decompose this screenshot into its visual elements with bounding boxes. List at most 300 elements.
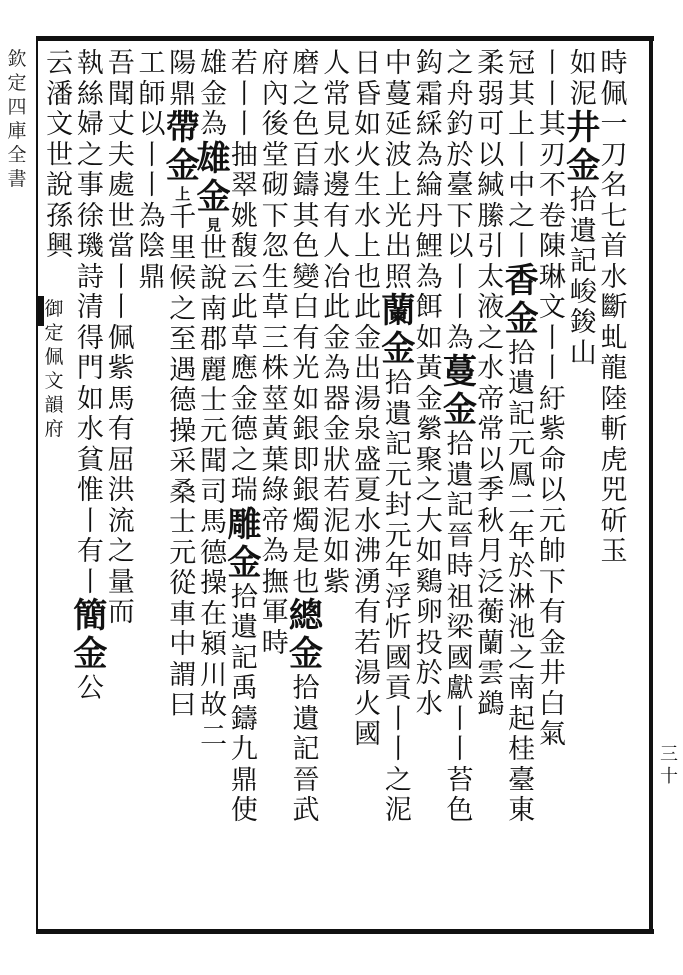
text-character: 秋 [477, 505, 505, 537]
text-character: 若 [354, 627, 382, 659]
text-character: 泥 [323, 505, 351, 537]
text-character: 中 [384, 48, 412, 79]
text-character: 起 [508, 703, 536, 735]
text-character: 火 [354, 688, 382, 720]
text-character: 軍 [261, 597, 289, 628]
text-character: 金 [538, 627, 566, 659]
text-character: 謂 [169, 659, 197, 691]
text-character: 拾 [230, 581, 258, 613]
text-character: 於 [415, 658, 443, 689]
text-character: 如 [292, 383, 320, 415]
text-character: 陳 [538, 231, 566, 262]
text-character: 是 [292, 536, 320, 567]
page-number [658, 746, 680, 790]
text-character: 丨 [538, 78, 566, 110]
text-column [73, 50, 107, 920]
text-character: 桑 [169, 476, 197, 508]
text-character: 士 [200, 385, 228, 416]
text-character: 紫 [323, 566, 351, 598]
text-character: 國 [384, 642, 412, 674]
heading-character: 金 [381, 329, 416, 369]
text-character: 紆 [538, 383, 566, 415]
text-column [166, 50, 200, 920]
text-character: 遺 [230, 612, 258, 643]
book-title-char: 韻 [44, 394, 64, 416]
text-character: 里 [169, 232, 197, 264]
book-title-char: 佩 [44, 346, 64, 368]
text-character: 丨 [107, 261, 135, 293]
text-character: 操 [169, 415, 197, 447]
margin-char: 欽 [7, 48, 27, 70]
text-character: 東 [508, 795, 536, 826]
text-character: 大 [415, 505, 443, 537]
text-character: 至 [169, 324, 197, 355]
text-character: 德 [200, 537, 228, 569]
text-character: 丨 [446, 703, 474, 735]
text-character: 莖 [261, 383, 289, 415]
heading-character: 金 [165, 146, 200, 186]
text-character: 泛 [477, 566, 505, 598]
text-character: 山 [569, 337, 597, 369]
text-character: 丨 [538, 48, 566, 79]
text-character: 撫 [261, 566, 289, 598]
text-character: 之 [508, 642, 536, 674]
text-character: 帥 [538, 536, 566, 567]
text-character: 有 [292, 322, 320, 354]
text-character: 有 [354, 597, 382, 628]
text-character: 遺 [569, 215, 597, 247]
text-character: 流 [107, 505, 135, 537]
text-character: 光 [292, 353, 320, 384]
text-column [104, 50, 138, 920]
page-number-char: 十 [660, 766, 678, 787]
heading-character: 金 [504, 298, 539, 339]
text-character: 丨 [76, 505, 104, 537]
text-character: 丹 [415, 200, 443, 232]
text-character: 為 [446, 322, 474, 354]
text-character: 夫 [107, 139, 135, 171]
book-title-char: 府 [44, 418, 64, 440]
text-character: 如 [415, 536, 443, 567]
text-character: 內 [261, 78, 289, 110]
text-character: 一 [600, 109, 628, 140]
text-character: 年 [508, 520, 536, 552]
text-character: 丨 [107, 292, 135, 323]
heading-character: 蘭 [381, 291, 416, 331]
text-character: 故 [200, 690, 228, 721]
text-character: 氣 [538, 719, 566, 750]
text-character: 德 [230, 414, 258, 445]
text-character: 鷁 [477, 688, 505, 720]
text-character: 詩 [76, 261, 104, 293]
text-character: 峻 [569, 276, 597, 308]
text-character: 拾 [508, 337, 536, 369]
text-character: 如 [76, 383, 104, 415]
text-character: 餌 [415, 292, 443, 323]
text-character: 雲 [477, 658, 505, 689]
text-character: 斫 [600, 505, 628, 537]
text-character: 若 [323, 475, 351, 506]
text-character: 在 [200, 598, 228, 630]
margin-char: 全 [7, 144, 27, 166]
text-character: 盛 [354, 444, 382, 476]
text-column [227, 50, 261, 920]
text-character: 銀 [292, 414, 320, 445]
text-character: 白 [292, 292, 320, 323]
text-character: 德 [169, 385, 197, 416]
text-character: 從 [169, 568, 197, 599]
text-character: 昏 [354, 78, 382, 110]
text-character: 國 [354, 719, 382, 750]
text-character: 禹 [230, 673, 258, 704]
margin-char: 定 [7, 72, 27, 94]
text-character: 年 [384, 551, 412, 582]
text-character: 丨 [538, 322, 566, 354]
text-character: 婦 [76, 109, 104, 140]
text-character: 此 [323, 292, 351, 323]
text-character: 吾 [107, 48, 135, 79]
text-character: 鈎 [415, 48, 443, 79]
text-character: 之 [230, 444, 258, 476]
text-character: 世 [200, 232, 228, 264]
text-character: 陰 [138, 231, 166, 262]
text-character: 弱 [477, 78, 505, 110]
text-character: 泥 [384, 795, 412, 826]
text-character: 其 [538, 109, 566, 140]
text-character: 卷 [538, 200, 566, 232]
page-number-char: 三 [660, 744, 678, 765]
text-character: 記 [508, 398, 536, 430]
text-character: 丨 [138, 139, 166, 171]
text-character: 元 [538, 505, 566, 537]
text-character: 波 [384, 139, 412, 171]
text-character: 有 [76, 536, 104, 567]
text-character: 延 [384, 109, 412, 140]
text-character: 百 [292, 139, 320, 171]
text-character: 黃 [261, 414, 289, 445]
text-character: 湯 [354, 383, 382, 415]
text-character: 中 [508, 170, 536, 201]
text-character: 湧 [354, 566, 382, 598]
text-character: 水 [354, 505, 382, 537]
text-character: 清 [76, 292, 104, 323]
text-character: 馥 [230, 231, 258, 262]
text-character: 冶 [323, 261, 351, 293]
text-character: 也 [292, 566, 320, 598]
text-character: 蘭 [477, 627, 505, 659]
text-character: 銀 [292, 475, 320, 506]
text-character: 川 [200, 659, 228, 691]
text-character: 說 [46, 170, 74, 201]
text-character: 之 [107, 536, 135, 567]
text-character: 元 [384, 520, 412, 552]
text-character: 金 [323, 414, 351, 445]
text-character: 為 [200, 109, 228, 140]
text-character: 以 [538, 475, 566, 506]
text-character: 聞 [200, 446, 228, 477]
text-character: 府 [261, 48, 289, 79]
text-character: 為 [415, 139, 443, 171]
text-character: 時 [446, 551, 474, 582]
text-column [505, 50, 539, 920]
heading-character: 帶 [165, 108, 200, 148]
text-character: 人 [323, 231, 351, 262]
text-character: 忻 [384, 612, 412, 643]
text-character: 以 [446, 231, 474, 262]
book-title-char: 御 [44, 298, 64, 320]
text-character: 之 [169, 293, 197, 325]
text-character: 拾 [569, 185, 597, 216]
text-character: 草 [261, 292, 289, 323]
text-character: 之 [477, 322, 505, 354]
text-character: 日 [354, 48, 382, 79]
text-character: 蘅 [477, 597, 505, 628]
text-character: 常 [477, 414, 505, 445]
text-character: 南 [200, 293, 228, 325]
text-character: 之 [76, 139, 104, 171]
text-character: 淋 [508, 581, 536, 613]
text-character: 雄 [200, 48, 228, 79]
text-character: 丨 [508, 231, 536, 262]
text-character: 虬 [600, 322, 628, 354]
text-character: 拾 [384, 368, 412, 399]
text-column [43, 50, 77, 920]
text-character: 見 [206, 215, 222, 234]
text-column [135, 50, 169, 920]
heading-character: 簡 [73, 596, 108, 636]
heading-character: 雕 [227, 504, 262, 545]
page-border-top [36, 36, 654, 41]
text-character: 泥 [569, 78, 597, 110]
text-character: 後 [261, 109, 289, 140]
text-character: 首 [600, 231, 628, 262]
text-character: 公 [76, 673, 104, 704]
text-character: 水 [323, 139, 351, 171]
text-character: 斬 [600, 414, 628, 445]
text-character: 狀 [323, 444, 351, 476]
text-character: 工 [138, 48, 166, 79]
text-character: 丨 [384, 703, 412, 735]
text-character: 生 [354, 170, 382, 201]
text-character: 其 [292, 200, 320, 232]
text-character: 釣 [446, 109, 474, 140]
text-character: 元 [508, 429, 536, 460]
text-column [443, 50, 477, 920]
book-title-char: 定 [44, 322, 64, 344]
text-character: 而 [107, 597, 135, 628]
text-character: 玉 [600, 536, 628, 567]
text-character: 為 [138, 200, 166, 232]
text-character: 佩 [600, 78, 628, 110]
text-character: 紫 [538, 414, 566, 445]
text-character: 候 [169, 263, 197, 294]
heading-character: 香 [504, 260, 539, 301]
text-character: 姚 [230, 200, 258, 232]
text-character: 如 [569, 48, 597, 79]
text-character: 丨 [230, 78, 258, 110]
text-character: 丈 [107, 109, 135, 140]
text-character: 卵 [415, 597, 443, 628]
text-character: 金 [354, 322, 382, 354]
text-character: 桂 [508, 734, 536, 765]
text-character: 浮 [384, 581, 412, 613]
text-character: 井 [538, 658, 566, 689]
text-character: 聞 [107, 78, 135, 110]
heading-character: 金 [196, 176, 231, 217]
text-character: 屈 [107, 444, 135, 476]
text-character: 佩 [107, 322, 135, 354]
text-character: 邊 [323, 170, 351, 201]
text-character: 火 [354, 139, 382, 171]
text-character: 執 [76, 48, 104, 79]
text-character: 變 [292, 261, 320, 293]
text-character: 元 [384, 459, 412, 491]
text-character: 帝 [261, 505, 289, 537]
text-character: 司 [200, 476, 228, 508]
text-character: 其 [508, 78, 536, 110]
text-character: 水 [600, 261, 628, 293]
page-border-bottom [36, 929, 654, 934]
text-character: 使 [230, 795, 258, 826]
text-character: 水 [415, 688, 443, 720]
text-character: 人 [323, 48, 351, 79]
text-character: 記 [230, 642, 258, 674]
text-character: 水 [354, 200, 382, 232]
heading-character: 金 [443, 390, 477, 430]
text-character: 遺 [292, 703, 320, 735]
heading-character: 金 [227, 542, 262, 583]
text-character: 金 [230, 383, 258, 415]
text-character: 師 [138, 78, 166, 110]
text-character: 琳 [538, 261, 566, 293]
text-character: 如 [415, 322, 443, 354]
text-character: 九 [230, 734, 258, 765]
text-character: 應 [230, 353, 258, 384]
text-character: 沸 [354, 536, 382, 567]
margin-header [0, 50, 34, 910]
text-character: 見 [323, 109, 351, 140]
text-character: 潘 [46, 78, 74, 110]
text-character: 如 [354, 109, 382, 140]
text-character: 綠 [261, 475, 289, 506]
text-character: 泉 [354, 414, 382, 445]
text-character: 丨 [446, 292, 474, 323]
text-column [597, 50, 631, 920]
text-character: 出 [384, 231, 412, 262]
text-character: 中 [169, 629, 197, 660]
text-character: 元 [169, 537, 197, 569]
heading-character: 雄 [196, 138, 231, 179]
text-character: 池 [508, 612, 536, 643]
text-character: 有 [538, 597, 566, 628]
text-character: 可 [477, 109, 505, 140]
text-character: 下 [538, 566, 566, 598]
text-character: 黃 [415, 353, 443, 384]
text-character: 即 [292, 444, 320, 476]
text-character: 色 [292, 109, 320, 140]
text-character: 如 [323, 536, 351, 567]
text-character: 虎 [600, 444, 628, 476]
heading-character: 金 [73, 634, 108, 674]
text-character: 於 [508, 551, 536, 582]
text-character: 曰 [169, 690, 197, 721]
text-character: 馬 [200, 507, 228, 538]
text-character: 液 [477, 292, 505, 323]
text-character: 丨 [538, 353, 566, 384]
text-character: 遇 [169, 354, 197, 386]
text-character: 光 [384, 200, 412, 232]
text-character: 士 [169, 507, 197, 538]
text-character: 璣 [76, 231, 104, 262]
text-character: 太 [477, 261, 505, 293]
text-character: 冠 [508, 48, 536, 79]
text-character: 兕 [600, 475, 628, 506]
text-character: 於 [446, 139, 474, 171]
text-character: 月 [477, 536, 505, 567]
text-character: 記 [384, 429, 412, 460]
text-character: 投 [415, 627, 443, 659]
text-character: 瑞 [230, 475, 258, 506]
text-character: 磨 [292, 48, 320, 79]
text-character: 以 [138, 109, 166, 140]
text-character: 為 [415, 261, 443, 293]
text-character: 丨 [446, 261, 474, 293]
text-character: 刀 [600, 139, 628, 171]
text-character: 鼎 [169, 78, 197, 110]
text-character: 說 [200, 263, 228, 294]
text-character: 拾 [446, 429, 474, 460]
text-character: 不 [538, 170, 566, 201]
text-character: 處 [107, 170, 135, 201]
text-character: 絲 [76, 78, 104, 110]
text-character: 也 [354, 261, 382, 293]
text-character: 縢 [477, 200, 505, 232]
text-character: 鑄 [292, 170, 320, 201]
text-column [320, 50, 354, 920]
text-character: 砌 [261, 170, 289, 201]
text-character: 拾 [292, 673, 320, 704]
text-character: 下 [446, 200, 474, 232]
text-character: 霜 [415, 78, 443, 110]
text-character: 遺 [508, 368, 536, 399]
text-character: 元 [200, 415, 228, 447]
text-character: 鳳 [508, 459, 536, 491]
text-character: 刃 [538, 139, 566, 171]
text-character: 貧 [76, 444, 104, 476]
text-character: 斷 [600, 292, 628, 323]
text-character: 時 [600, 48, 628, 79]
text-character: 三 [261, 322, 289, 354]
text-character: 命 [538, 444, 566, 476]
text-character: 之 [508, 200, 536, 232]
text-character: 臺 [446, 170, 474, 201]
text-character: 操 [200, 568, 228, 599]
text-character: 丨 [446, 734, 474, 765]
text-character: 貢 [384, 673, 412, 704]
text-character: 鋑 [569, 307, 597, 338]
text-character: 上 [354, 231, 382, 262]
heading-character: 金 [566, 146, 601, 186]
text-character: 以 [477, 139, 505, 171]
heading-character: 蔓 [443, 352, 477, 392]
text-character: 丨 [384, 734, 412, 765]
text-character: 當 [107, 231, 135, 262]
margin-char: 庫 [7, 120, 27, 142]
text-character: 陽 [169, 48, 197, 79]
text-character: 馬 [107, 383, 135, 415]
text-column [351, 50, 385, 920]
text-character: 南 [508, 673, 536, 704]
